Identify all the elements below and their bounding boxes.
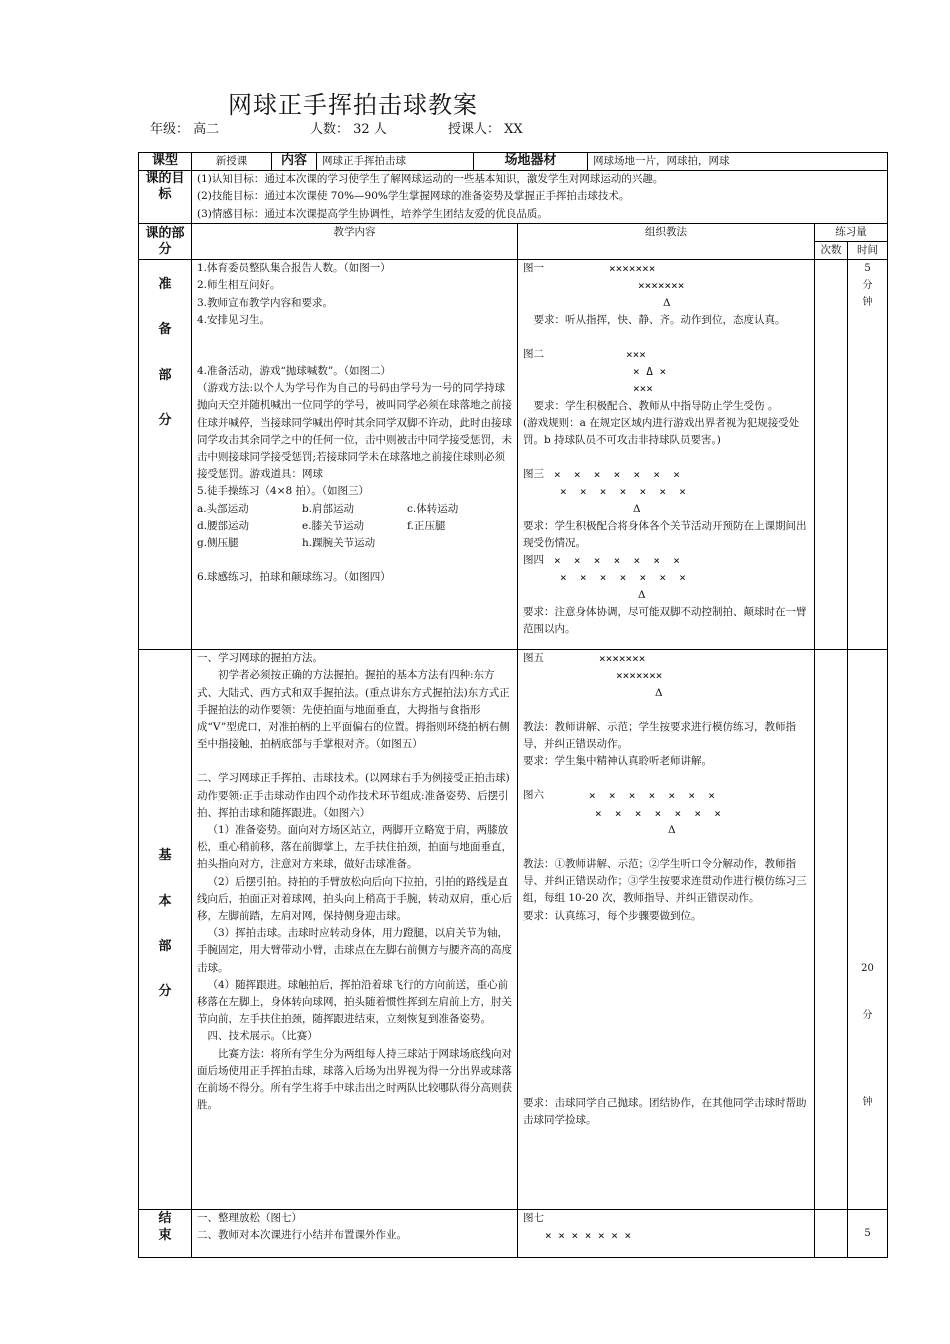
basic-times	[815, 650, 848, 1210]
page-title: 网球正手挥拍击球教案	[228, 91, 478, 119]
goal-item: (1)认知目标：通过本次课的学习使学生了解网球运动的一些基本知识，激发学生对网球运动的兴趣。	[197, 173, 664, 186]
exercise-row: d.腰部运动 e.膝关节运动 f.正压腿	[197, 519, 446, 532]
exercise-row: a.头部运动 b.肩部运动 c.体转运动	[197, 502, 459, 515]
venue-value: 网球场地一片，网球拍，网球	[588, 153, 888, 171]
end-section-label: 结 束	[139, 1210, 192, 1258]
end-content: 一、整理放松（图七） 二、教师对本次课进行小结并布置课外作业。	[192, 1210, 518, 1258]
prep-content: 1.体育委员整队集合报告人数。（如图一） 2.师生相互问好。 3.教师宣布教学内容和要求。 4.安排见习生。 4.准备活动，游戏“抛球喊数”。（如图二） （游戏方法:以个人为学号作为自己的号码由学号为一号的同学持球抛向天空并随机喊出一位同学的学号，被叫同学必须在球落地之前接住球并喊停，当接球同学喊出停时其余同学双脚不许动，此时由接球同学攻击其余同学之中的任何一位，击中则被击中同学接受惩罚，未击中则接球同学接受惩罚;若接球同学未在球落地之前接住球则必须接受惩罚。游戏道具：网球 5.徒手操练习（4×8 拍）。（如图三） a.头部运动 b.肩部运动 c.体转运动 d.腰部运动 e.膝关节运动 f.正压腿 g.侧压腿 h.踝腕关节运动 6.球感练习，拍球和颠球练习。（如图四）	[192, 260, 518, 650]
prep-times	[815, 260, 848, 650]
goals-list	[192, 171, 888, 224]
teacher-label: 授课人： XX	[448, 122, 523, 137]
basic-content: 一、学习网球的握拍方法。 初学者必须按正确的方法握拍。握拍的基本方法有四种:东方式、大陆式、西方式和双手握拍法。(重点讲东方式握拍法)东方式正手握拍法的动作要领：先使拍面与地面垂直，大拇指与食指形成“V”型虎口，对准拍柄的上平面偏右的位置。拇指则环绕拍柄右侧至中指接触，拍柄底部与手掌根对齐。（如图五） 二、学习网球正手挥拍、击球技术。(以网球右手为例接受正拍击球) 动作要领:正手击球动作由四个动作技术环节组成:准备姿势、后摆引拍、挥拍击球和随挥跟进。（如图六） （1）准备姿势。面向对方场区站立，两脚开立略宽于肩，两膝放松，重心稍前移，落在前脚掌上，左手扶住拍颈，拍面与地面垂直，拍头指向对方，注意对方来球，做好击球准备。 （2）后摆引拍。持拍的手臂放松向后向下拉拍，引拍的路线是直线向后，拍面正对着球网，拍头向上稍高于手腕，转动双肩，重心后移，左脚前踏，左肩对网，保持侧身迎击球。 （3）挥拍击球。击球时应转动身体，用力蹬腿，以肩关节为轴，手腕固定，用大臂带动小臂，击球点在左脚右前侧方与腰齐高的高度击球。 （4）随挥跟进。球触拍后，挥拍沿着球飞行的方向前送，重心前移落在左脚上，身体转向球网，拍头随着惯性挥到左肩前上方，肘关节向前，左手扶住拍颈，随挥跟进结束，立刻恢复到准备姿势。 四、技术展示。（比赛） 比赛方法：将所有学生分为两组每人持三球站于网球场底线向对面后场使用正手挥拍击球，球落入后场为出界视为得一分出界或球落在前场不得分。所有学生将手中球击出之时两队比较哪队得分高则获胜。	[192, 650, 518, 1210]
basic-time: 20 分 钟	[848, 650, 888, 1210]
venue-label: 场地器材	[474, 153, 588, 171]
exercise-row: g.侧压腿 h.踝腕关节运动	[197, 537, 376, 550]
method-header: 组织教法	[518, 223, 815, 259]
content-label: 内容	[272, 153, 317, 171]
type-label: 课型	[139, 153, 192, 171]
content-header: 教学内容	[192, 223, 518, 259]
goals-label: 课的目标	[139, 171, 192, 224]
prep-method: 图一 ××××××× ××××××× Δ 要求：听从指挥，快、静、齐。动作到位，态度认真。 图二 ××× × Δ × ××× 要求：学生积极配合、教师从中指导防止学生受伤 。 (游戏规则：a 在规定区域内进行游戏出界者视为犯规接受处罚。b 持球队员不可攻击非持球队员要害。) 图三 × × × × × × × × × × × × × × Δ 要求：学生积极配合将身体各个关节活动开预防在上课期间出现受伤情况。 图四 × × × × × × × × × × × × × × Δ 要求：注意身体协调，尽可能双脚不动控制拍、颠球时在一臂范围以内。	[518, 260, 815, 650]
lesson-plan-table	[138, 152, 888, 1258]
practice-header: 练习量	[815, 223, 888, 241]
content-value: 网球正手挥拍击球	[317, 153, 474, 171]
end-times	[815, 1210, 848, 1258]
type-value: 新授课	[192, 153, 272, 171]
prep-time: 5 分 钟	[848, 260, 888, 650]
times-header: 次数	[815, 242, 848, 260]
prep-section-label: 准 备 部 分	[139, 260, 192, 650]
goal-item: (3)情感目标：通过本次课提高学生协调性，培养学生团结友爱的优良品质。	[197, 207, 548, 220]
goal-item: (2)技能目标：通过本次课使 70%—90%学生掌握网球的准备姿势及掌握正手挥拍击球技术。	[197, 190, 630, 203]
time-header: 时间	[848, 242, 888, 260]
end-method: 图七 × × × × × × ×	[518, 1210, 815, 1258]
basic-section-label: 基 本 部 分	[139, 650, 192, 1210]
grade-label: 年级： 高二	[150, 122, 220, 137]
end-time: 5	[848, 1210, 888, 1258]
basic-method: 图五 ××××××× ××××××× Δ 教法：教师讲解、示范；学生按要求进行模仿练习，教师指导，并纠正错误动作。 要求：学生集中精神认真聆听老师讲解。 图六 × × × × × × × × × × × × × × Δ 教法：①教师讲解、示范；②学生听口令分解动作，教师指导、并纠正错误动作；③学生按要求连贯动作进行模仿练习三组，每组 10-20 次，教师指导、并纠正错误动作。 要求：认真练习，每个步骤要做到位。 要求：击球同学自己抛球。团结协作，在其他同学击球时帮助击球同学捡球。	[518, 650, 815, 1210]
part-header: 课的部分	[139, 223, 192, 259]
count-label: 人数： 32 人	[310, 122, 387, 137]
